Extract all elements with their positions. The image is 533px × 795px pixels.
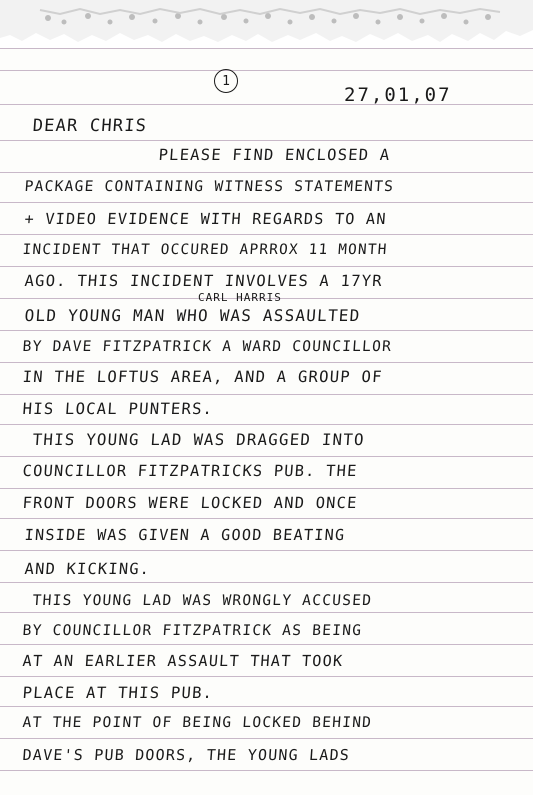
ruled-line (0, 70, 533, 71)
letter-line-3: + VIDEO EVIDENCE WITH REGARDS TO AN (24, 210, 388, 228)
ruled-line (0, 48, 533, 49)
ruled-line (0, 582, 533, 583)
ruled-line (0, 550, 533, 551)
ruled-line (0, 738, 533, 739)
ruled-line (0, 330, 533, 331)
page-number-circle (214, 69, 238, 93)
letter-line-9: HIS LOCAL PUNTERS. (22, 400, 214, 418)
ruled-line (0, 456, 533, 457)
letter-line-13: INSIDE WAS GIVEN A GOOD BEATING (24, 526, 346, 544)
ruled-line (0, 234, 533, 235)
letter-line-4: INCIDENT THAT OCCURED APRROX 11 MONTH (22, 242, 389, 258)
letter-line-19: AT THE POINT OF BEING LOCKED BEHIND (22, 714, 373, 731)
letter-date: 27,01,07 (344, 84, 452, 106)
ruled-line (0, 612, 533, 613)
ruled-line (0, 362, 533, 363)
letter-line-7: BY DAVE FITZPATRICK A WARD COUNCILLOR (22, 338, 393, 355)
ruled-line (0, 424, 533, 425)
letter-line-17: AT AN EARLIER ASSAULT THAT TOOK (22, 652, 344, 670)
salutation: DEAR CHRIS (32, 116, 148, 136)
ruled-line (0, 104, 533, 105)
letter-line-8: IN THE LOFTUS AREA, AND A GROUP OF (22, 368, 384, 386)
letter-line-16: BY COUNCILLOR FITZPATRICK AS BEING (22, 622, 363, 639)
torn-perforated-edge (0, 0, 533, 48)
ruled-line (0, 266, 533, 267)
ruled-line (0, 394, 533, 395)
ruled-line (0, 644, 533, 645)
ruled-line (0, 140, 533, 141)
letter-line-15: THIS YOUNG LAD WAS WRONGLY ACCUSED (32, 592, 373, 609)
ruled-line (0, 706, 533, 707)
letter-line-12: FRONT DOORS WERE LOCKED AND ONCE (22, 494, 359, 512)
ruled-line (0, 770, 533, 771)
ruled-line (0, 172, 533, 173)
letter-line-6: OLD YOUNG MAN WHO WAS ASSAULTED (24, 306, 362, 325)
ruled-line (0, 202, 533, 203)
letter-line-20: DAVE'S PUB DOORS, THE YOUNG LADS (22, 746, 351, 764)
letter-line-11: COUNCILLOR FITZPATRICKS PUB. THE (22, 462, 359, 480)
insertion-carl-harris: CARL HARRIS (198, 291, 282, 304)
letter-line-10: THIS YOUNG LAD WAS DRAGGED INTO (32, 430, 366, 449)
ruled-line (0, 676, 533, 677)
ruled-line (0, 488, 533, 489)
letter-line-1: PLEASE FIND ENCLOSED A (158, 146, 391, 164)
ruled-line (0, 518, 533, 519)
letter-line-5: AGO. THIS INCIDENT INVOLVES A 17YR (24, 272, 384, 290)
letter-line-18: PLACE AT THIS PUB. (22, 684, 214, 702)
letter-line-14: AND KICKING. (24, 560, 151, 578)
page-number: 1 (222, 73, 230, 89)
letter-line-2: PACKAGE CONTAINING WITNESS STATEMENTS (24, 178, 395, 195)
